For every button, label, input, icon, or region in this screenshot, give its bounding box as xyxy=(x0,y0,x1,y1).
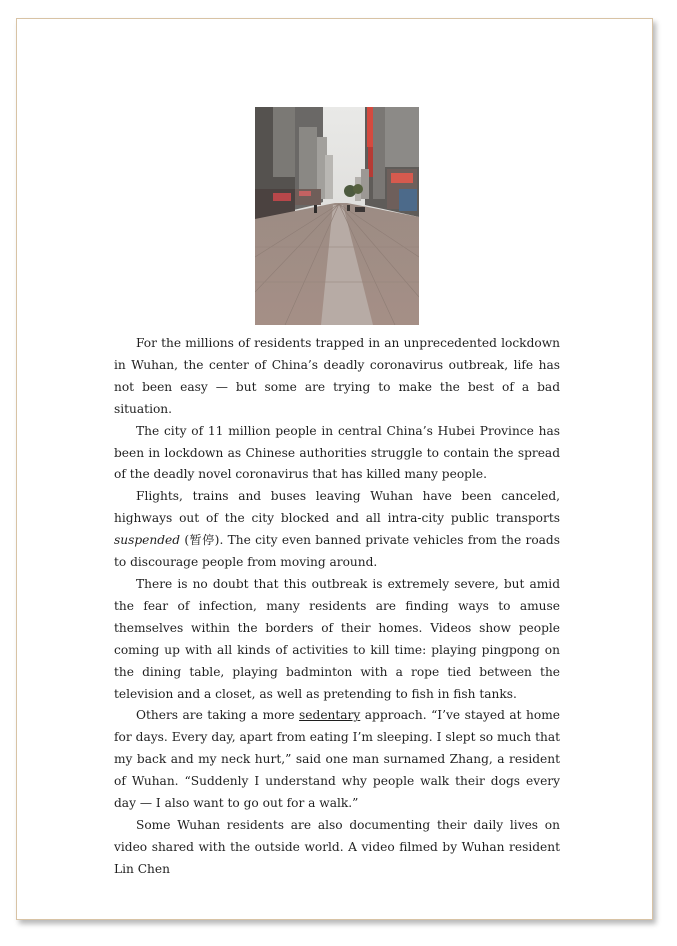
paragraph-text: Others are taking a more xyxy=(136,708,300,723)
underlined-vocabulary-word: sedentary xyxy=(299,708,361,723)
article-body xyxy=(114,333,560,881)
paragraph xyxy=(114,815,560,881)
paragraph-text: The city of 11 million people in central China’s Hubei Province has been in lockdown as Chinese authorities struggle to contain the spread of the deadly novel coronavirus that has killed many people. xyxy=(114,423,560,482)
paragraph xyxy=(114,574,560,705)
paragraph xyxy=(114,705,560,815)
paragraph xyxy=(114,486,560,574)
document-page xyxy=(16,18,653,920)
paragraph-text: Flights, trains and buses leaving Wuhan have been canceled, highways out of the city blocked and all intra-city public transports xyxy=(114,489,560,526)
paragraph-text: Some Wuhan residents are also documenting their daily lives on video shared with the outside world. A video filmed by Wuhan resident Lin Chen xyxy=(114,817,560,876)
paragraph xyxy=(114,421,560,487)
paragraph xyxy=(114,333,560,421)
empty-street-image xyxy=(255,107,419,325)
paragraph-text: For the millions of residents trapped in an unprecedented lockdown in Wuhan, the center of China’s deadly coronavirus outbreak, life has not been easy — but some are trying to make the best of a bad situation. xyxy=(114,336,560,416)
italic-vocabulary-word: suspended xyxy=(114,533,181,548)
paragraph-text: approach. “I’ve stayed at home for days. Every day, apart from eating I’m sleeping. I slept so much that my back and my neck hurt,” said one man surnamed Zhang, a resident of Wuhan. “Suddenly I understand why people walk their dogs every day — I also want to go out for a walk.” xyxy=(114,708,560,811)
street-photo xyxy=(255,107,419,325)
paragraph-text: . The city even banned private vehicles from the roads to discourage people from moving around. xyxy=(114,533,560,570)
paragraph-text: There is no doubt that this outbreak is extremely severe, but amid the fear of infection, many residents are finding ways to amuse themselves within the borders of their homes. Videos show people coming up with all kinds of activities to kill time: playing pingpong on the dining table, playing badminton with a rope tied between the television and a closet, as well as pretending to fish in fish tanks. xyxy=(114,576,560,701)
chinese-gloss: (暂停) xyxy=(180,533,220,548)
